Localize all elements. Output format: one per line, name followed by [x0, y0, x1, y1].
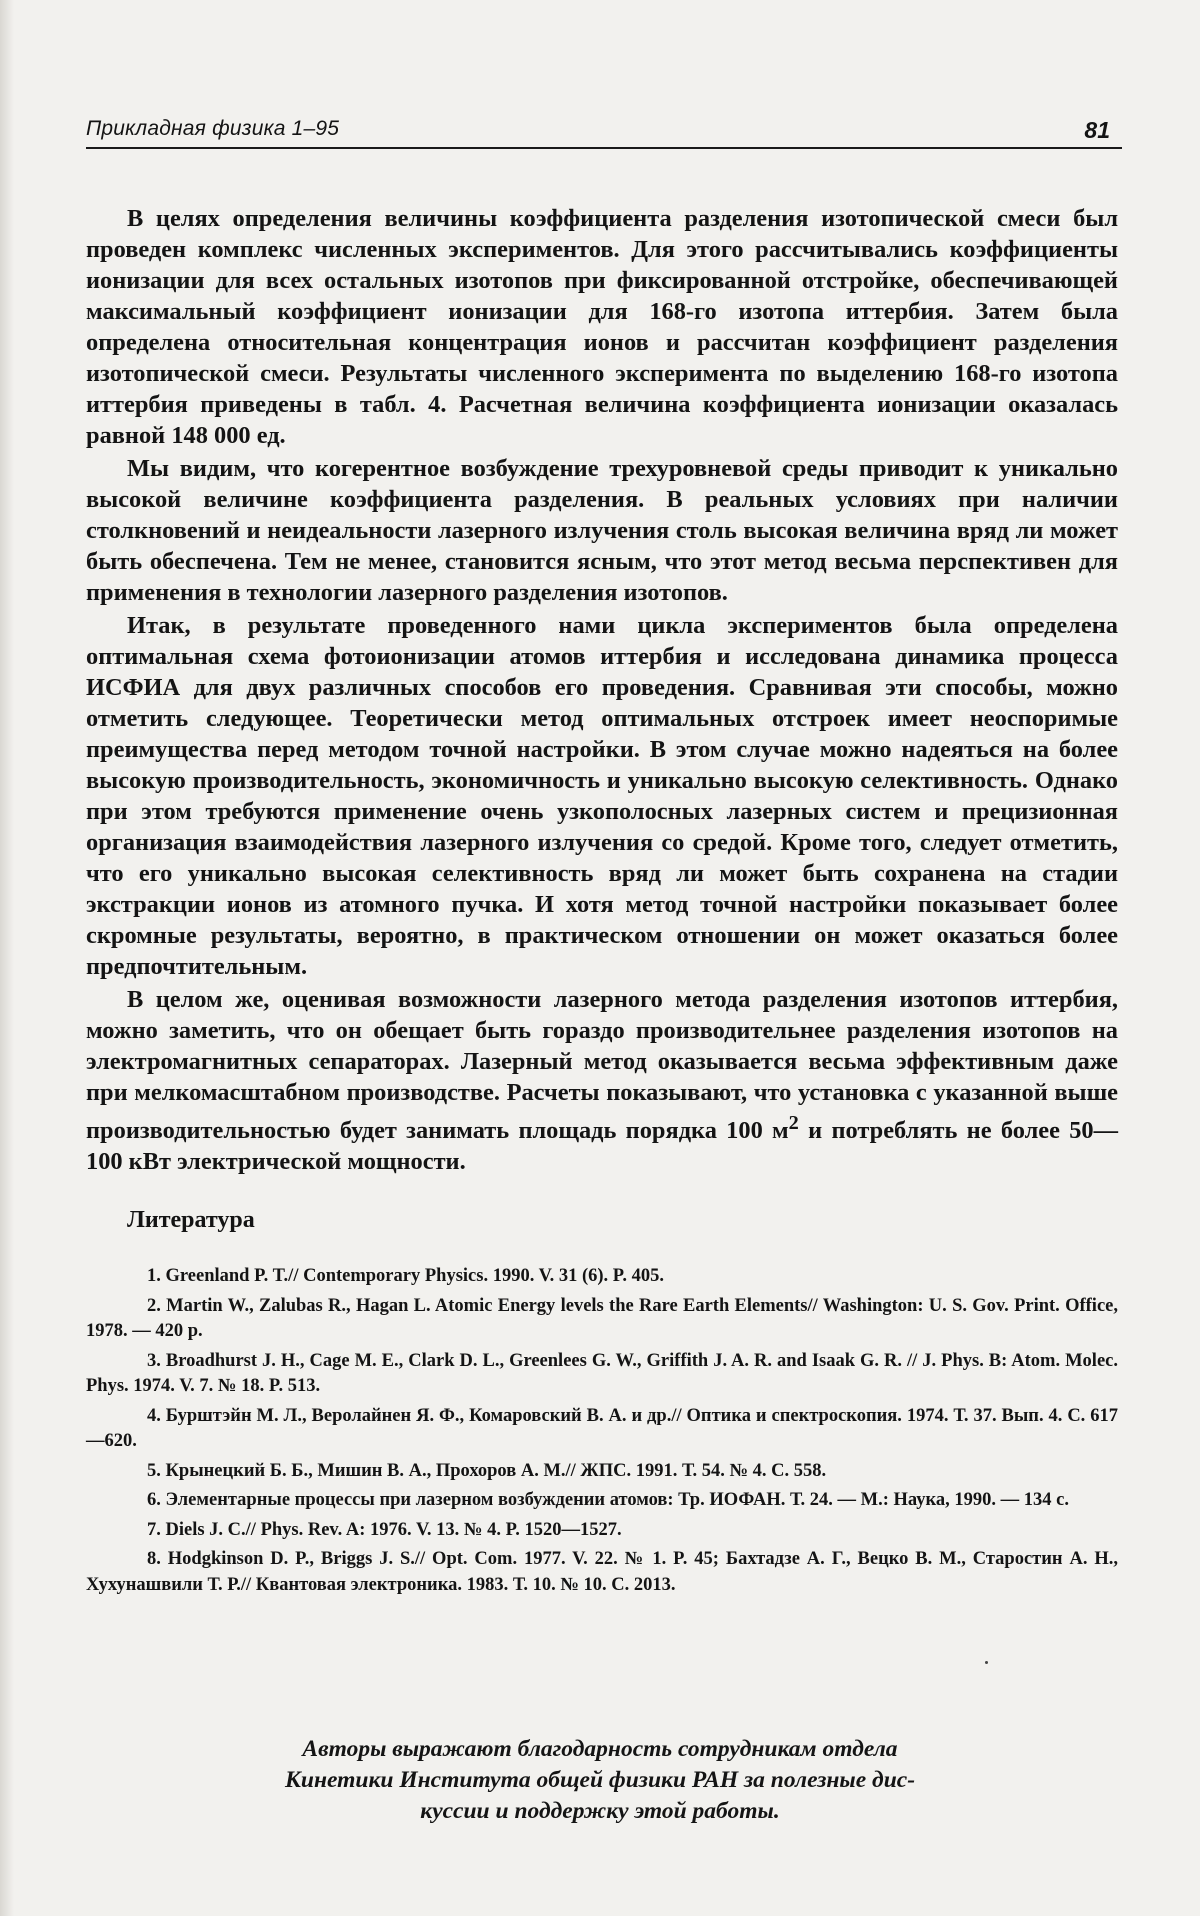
reference-item: 4. Бурштэйн М. Л., Веролайнен Я. Ф., Комаровский В. А. и др.// Оптика и спектроскопия. 1974. Т. 37. Вып. 4. С. 617—620. [86, 1405, 1118, 1451]
reference-item: 5. Крынецкий Б. Б., Мишин В. А., Прохоров А. М.// ЖПС. 1991. Т. 54. № 4. С. 558. [147, 1460, 827, 1481]
scan-speck [985, 1661, 988, 1664]
paragraph-3: Итак, в результате проведенного нами цикла экспериментов была определена оптимальная схема фотоионизации атомов иттербия и исследована динамика процесса ИСФИА для двух различных способов его проведения. Сравнивая эти способы, можно отметить следующее. Теоретически метод оптимальных отстроек имеет неоспоримые преимущества перед методом точной настройки. В этом случае можно надеяться на более высокую производительность, экономичность и уникально высокую селективность. Однако при этом требуются применение очень узкополосных лазерных систем и прецизионная организация взаимодействия лазерного излучения со средой. Кроме того, следует отметить, что его уникально высокая селективность вряд ли может быть сохранена на стадии экстракции ионов из атомного пучка. И хотя метод точной настройки показывает более скромные результаты, вероятно, в практическом отношении он может оказаться более предпочтительным. [86, 612, 1118, 980]
acknowledgement-line: Авторы выражают благодарность сотрудникам отдела [302, 1736, 898, 1762]
references-list [86, 1264, 1118, 1602]
paragraph-2: Мы видим, что когерентное возбуждение трехуровневой среды приводит к уникально высокой величине коэффициента разделения. В реальных условиях при наличии столкновений и неидеальности лазерного излучения столь высокая величина вряд ли может быть обеспечена. Тем не менее, становится ясным, что этот метод весьма перспективен для применения в технологии лазерного разделения изотопов. [86, 455, 1118, 606]
running-header [86, 113, 1122, 149]
paragraph-4-text-end: и потреблять не более 50—100 кВт электрической мощности. [86, 1117, 1118, 1176]
paragraph-1: В целях определения величины коэффициента разделения изотопической смеси был проведен комплекс численных экспериментов. Для этого рассчитывались коэффициенты ионизации для всех остальных изотопов при фиксированной отстройке, обеспечивающей максимальный коэффициент ионизации для 168-го изотопа иттербия. Затем была определена относительная концентрация ионов и рассчитан коэффициент разделения изотопической смеси. Результаты численного эксперимента по выделению 168-го изотопа иттербия приведены в табл. 4. Расчетная величина коэффициента ионизации оказалась равной 148 000 ед. [86, 205, 1118, 449]
reference-item: 2. Martin W., Zalubas R., Hagan L. Atomic Energy levels the Rare Earth Elements// Washington: U. S. Gov. Print. Office, 1978. — 420 p. [86, 1295, 1118, 1341]
paragraph-4-text: В целом же, оценивая возможности лазерного метода разделения изотопов иттербия, можно заметить, что он обещает быть гораздо производительнее разделения изотопов на электромагнитных сепараторах. Лазерный метод оказывается весьма эффективным даже при мелкомасштабном производстве. Расчеты показывают, что установка с указанной выше производительностью будет занимать площадь порядка 100 м [86, 986, 1118, 1145]
paragraph-4 [86, 984, 1118, 1177]
superscript-2: 2 [788, 1112, 799, 1134]
reference-item: 6. Элементарные процессы при лазерном возбуждении атомов: Тр. ИОФАН. Т. 24. — М.: Наука, 1990. — 134 с. [147, 1490, 1069, 1510]
references-heading: Литература [127, 1207, 255, 1233]
journal-title: Прикладная физика 1–95 [86, 117, 340, 140]
page-number: 81 [1084, 117, 1110, 143]
reference-item: 7. Diels J. C.// Phys. Rev. A: 1976. V. 13. № 4. P. 1520—1527. [147, 1519, 622, 1540]
acknowledgement-line: Кинетики Института общей физики РАН за полезные дис- [284, 1767, 916, 1793]
reference-item: 1. Greenland P. T.// Contemporary Physics. 1990. V. 31 (6). P. 405. [147, 1266, 665, 1286]
body-text [86, 203, 1118, 1177]
scan-margin-shadow [0, 0, 14, 1916]
acknowledgement-line: куссии и поддержку этой работы. [420, 1798, 780, 1824]
reference-item: 8. Hodgkinson D. P., Briggs J. S.// Opt. Com. 1977. V. 22. № 1. P. 45; Бахтадзе А. Г., Вецко В. М., Старостин А. Н., Хухунашвили Т. Р.// Квантовая электроника. 1983. Т. 10. № 10. С. 2013. [86, 1549, 1118, 1595]
acknowledgement [150, 1734, 1050, 1827]
reference-item: 3. Broadhurst J. H., Cage M. E., Clark D. L., Greenlees G. W., Griffith J. A. R. and Isaak G. R. // J. Phys. B: Atom. Molec. Phys. 1974. V. 7. № 18. P. 513. [86, 1350, 1118, 1396]
